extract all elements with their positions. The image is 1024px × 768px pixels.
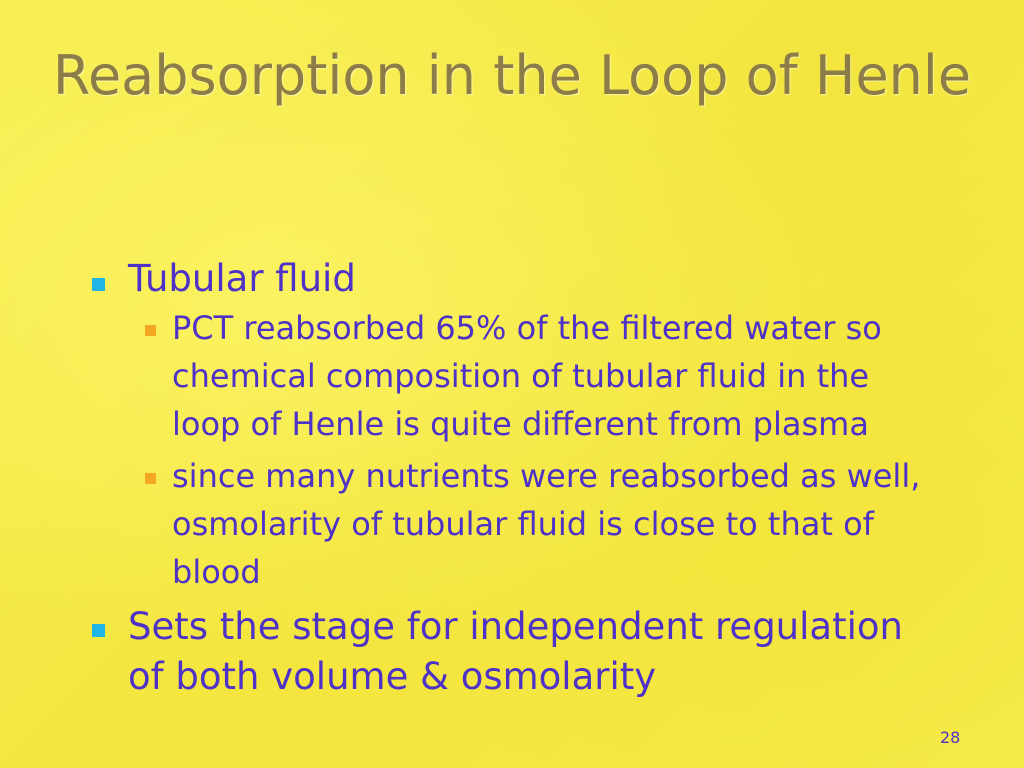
- sub-bullet-text: PCT reabsorbed 65% of the filtered water so chemical composition of tubular fluid in the loop of Henle is quite different from plasma: [172, 309, 882, 443]
- slide-title: Reabsorption in the Loop of Henle: [52, 44, 972, 107]
- square-bullet-icon: [92, 624, 105, 637]
- square-bullet-icon: [92, 278, 105, 291]
- bullet-text: Sets the stage for independent regulation of both volume & osmolarity: [128, 605, 903, 698]
- bullet-item: [90, 256, 930, 302]
- square-bullet-icon: [145, 473, 156, 484]
- square-bullet-icon: [145, 325, 156, 336]
- bullet-text: Tubular fluid: [128, 257, 356, 300]
- sub-bullet-item: [172, 452, 932, 596]
- bullet-item: [90, 602, 930, 702]
- slide-content: [90, 256, 930, 702]
- sub-bullet-text: since many nutrients were reabsorbed as well, osmolarity of tubular fluid is close to that of blood: [172, 457, 921, 591]
- page-number: 28: [940, 728, 961, 747]
- sub-bullet-list: [90, 304, 930, 596]
- sub-bullet-item: [172, 304, 932, 448]
